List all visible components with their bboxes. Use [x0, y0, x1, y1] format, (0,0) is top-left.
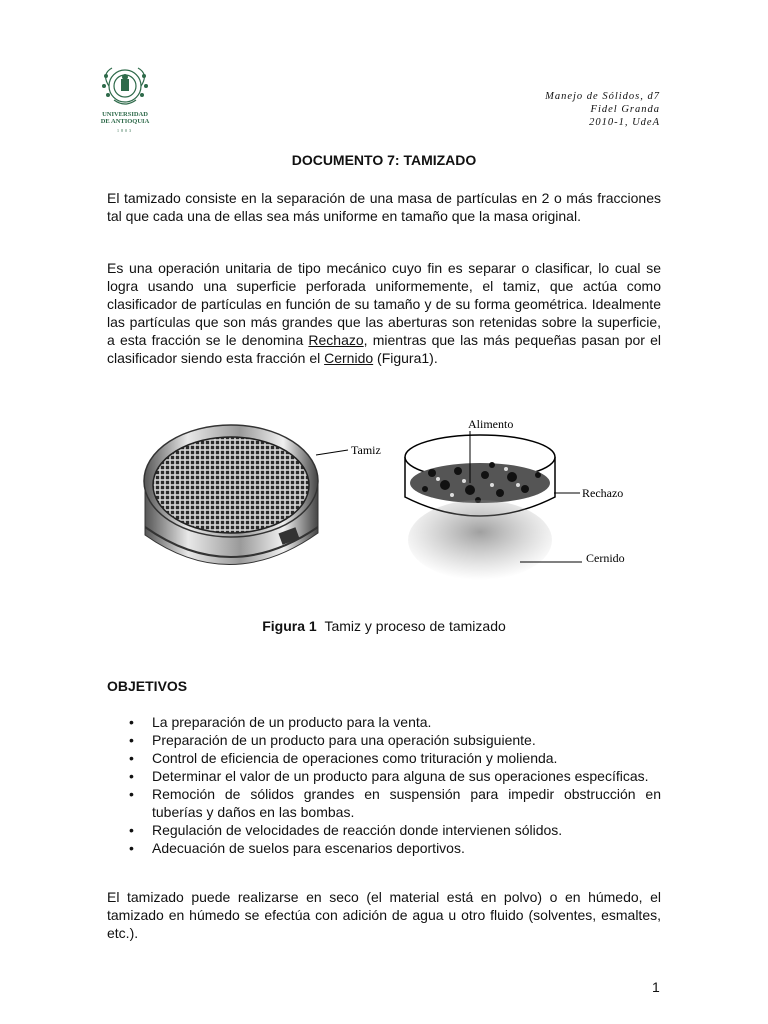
document-title: DOCUMENTO 7: TAMIZADO [291, 152, 477, 168]
closing-paragraph: El tamizado puede realizarse en seco (el material está en polvo) o en húmedo, el tamizado en húmedo se efectúa con adición de agua u otro fluido (solventes, esmaltes, etc.). [107, 889, 661, 941]
list-item: • Remoción de sólidos grandes en suspensión para impedir obstrucción en tuberías y daños en las bombas. [107, 785, 661, 821]
definition-text-1: Es una operación unitaria de tipo mecánico cuyo fin es separar o clasificar, lo cual se logra usando una superficie perforada uniformemente, el tamiz, que actúa como clasificador de partículas en función de su tamaño y de su forma geométrica. Idealmente las partículas que son más grandes que las aberturas son retenidas sobre la superficie, a esta fracción se le denomina [107, 260, 661, 348]
logo-line1: UNIVERSIDAD [102, 111, 148, 118]
figure-caption [0, 618, 768, 634]
term-cernido: Cernido [324, 350, 374, 366]
page-number: 1 [652, 979, 660, 995]
list-item: • Preparación de un producto para una operación subsiguiente. [107, 731, 661, 749]
sieve-photo [144, 425, 318, 565]
logo-wordmark [95, 111, 155, 125]
list-item: • La preparación de un producto para la venta. [107, 713, 661, 731]
logo-line3: 1803 [117, 128, 133, 133]
objectives-heading: OBJETIVOS [107, 678, 188, 694]
caption-text: Tamiz y proceso de tamizado [324, 618, 506, 634]
logo-line2: DE ANTIOQUIA [100, 118, 150, 125]
list-item: • Determinar el valor de un producto para alguna de sus operaciones específicas. [107, 767, 661, 785]
term-rechazo: Rechazo [308, 332, 364, 348]
caption-label: Figura 1 [262, 618, 317, 634]
list-item: • Adecuación de suelos para escenarios deportivos. [107, 839, 661, 857]
header-term: 2010-1, UdeA [589, 117, 660, 128]
header-author: Fidel Granda [590, 104, 660, 115]
intro-paragraph: El tamizado consiste en la separación de una masa de partículas en 2 o más fracciones tal que cada una de ellas sea más uniforme en tamaño que la masa original. [107, 190, 661, 224]
list-item: • Control de eficiencia de operaciones como trituración y molienda. [107, 749, 661, 767]
sieve-diagram [405, 435, 555, 580]
definition-text-3: (Figura1). [373, 350, 438, 366]
label-rechazo: Rechazo [582, 486, 624, 500]
list-item: • Regulación de velocidades de reacción donde intervienen sólidos. [107, 821, 661, 839]
sieve-figure [140, 405, 640, 605]
label-cernido: Cernido [586, 551, 625, 565]
definition-text-2: , mientras que las más pequeñas pasan por el clasificador siendo esta fracción el [107, 332, 662, 366]
label-tamiz: Tamiz [351, 443, 381, 457]
label-alimento: Alimento [468, 417, 514, 431]
definition-paragraph [107, 259, 661, 367]
running-header [545, 90, 660, 129]
header-course: Manejo de Sólidos, d7 [545, 91, 660, 102]
objectives-list [107, 713, 661, 857]
